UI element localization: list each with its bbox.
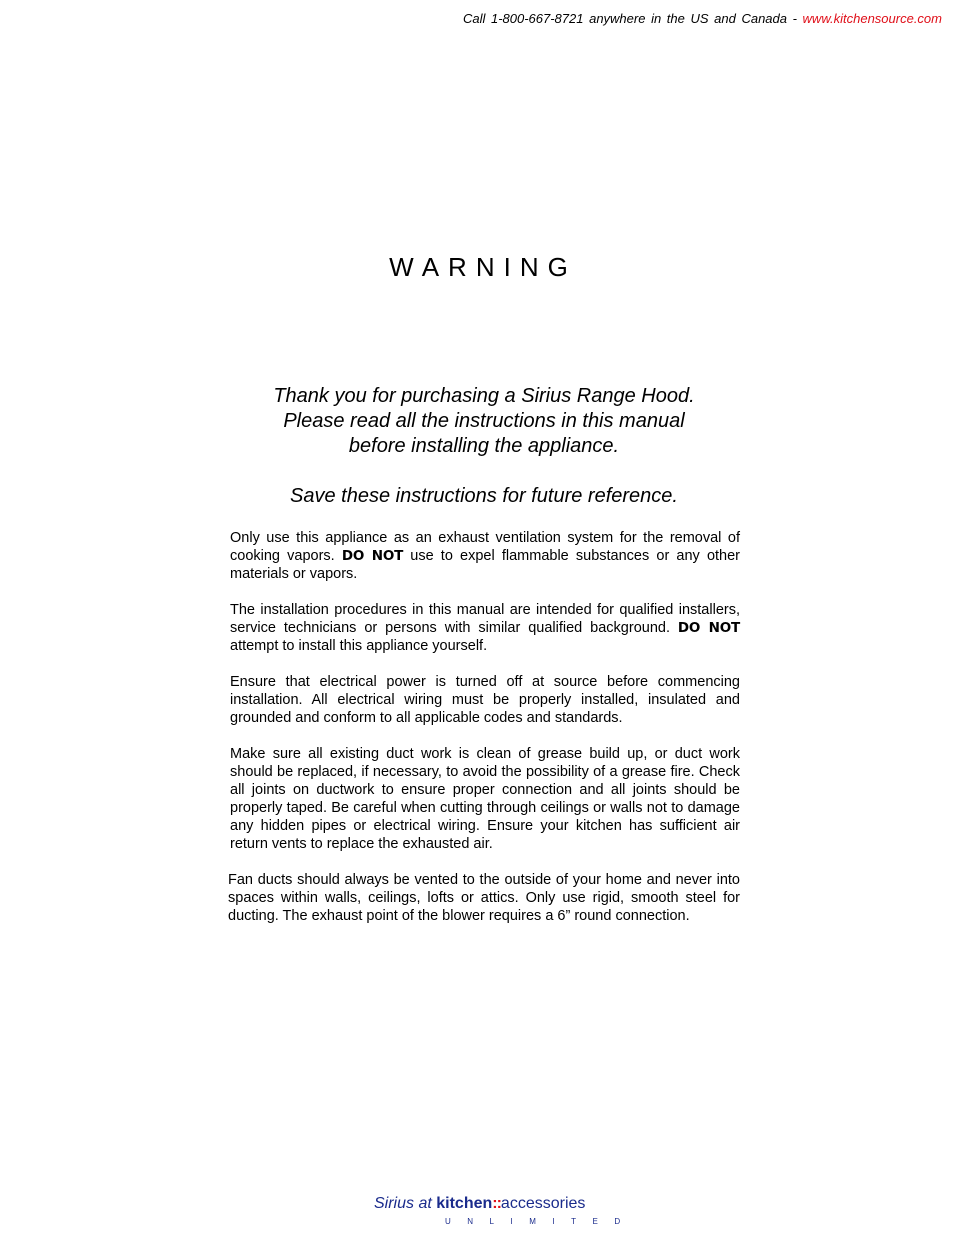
brand-sirius-at: Sirius at bbox=[374, 1195, 437, 1212]
header-website-link[interactable]: www.kitchensource.com bbox=[802, 11, 942, 26]
footer-brand-logo bbox=[374, 1195, 637, 1226]
header-contact-line bbox=[463, 11, 942, 26]
intro-save-note: Save these instructions for future reference. bbox=[290, 485, 678, 507]
paragraph-text: Only use this appliance as an exhaust ventilation system for the removal of cooking vapors. bbox=[230, 530, 740, 564]
brand-dots: :: bbox=[492, 1195, 501, 1212]
warning-paragraph-electrical: Ensure that electrical power is turned off at source before commencing installation. All electrical wiring must be properly installed, insulated and grounded and conform to all applicable codes and standards. bbox=[230, 674, 740, 726]
paragraph-text: attempt to install this appliance yourself. bbox=[230, 638, 488, 654]
intro-line-1: Thank you for purchasing a Sirius Range Hood. bbox=[273, 385, 695, 407]
intro-line-3: before installing the appliance. bbox=[348, 435, 620, 457]
intro-block bbox=[0, 384, 954, 509]
do-not-emphasis: DO NOT bbox=[341, 548, 404, 564]
paragraph-text: The installation procedures in this manual are intended for qualified installers, service technicians or persons with similar qualified background. bbox=[230, 602, 740, 636]
warning-paragraph-installers bbox=[230, 601, 740, 655]
warning-body bbox=[230, 529, 740, 943]
warning-paragraph-usage bbox=[230, 529, 740, 583]
brand-wordmark bbox=[374, 1195, 614, 1213]
brand-kitchen: kitchen bbox=[436, 1195, 493, 1212]
brand-accessories: accessories bbox=[500, 1195, 586, 1212]
do-not-emphasis: DO NOT bbox=[677, 620, 740, 636]
paragraph-text: use to expel flammable substances or any other materials or vapors. bbox=[230, 548, 740, 582]
header-call-text: Call 1-800-667-8721 anywhere in the US and Canada - bbox=[462, 11, 803, 26]
warning-paragraph-ductwork: Make sure all existing duct work is clean of grease build up, or duct work should be replaced, if necessary, to avoid the possibility of a grease fire. Check all joints on ductwork to ensure proper connection and all joints should be properly taped. Be careful when cutting through ceilings or walls not to damage any hidden pipes or electrical wiring. Ensure your kitchen has sufficient air return vents to replace the exhausted air. bbox=[230, 746, 740, 852]
intro-line-2: Please read all the instructions in this manual bbox=[283, 410, 685, 432]
brand-unlimited: UNLIMITED bbox=[445, 1217, 637, 1226]
warning-paragraph-venting: Fan ducts should always be vented to the outside of your home and never into spaces within walls, ceilings, lofts or attics. Only use rigid, smooth steel for ducting. The exhaust point of the blower requires a 6” round connection. bbox=[228, 872, 740, 924]
page-title: WARNING bbox=[389, 252, 577, 282]
